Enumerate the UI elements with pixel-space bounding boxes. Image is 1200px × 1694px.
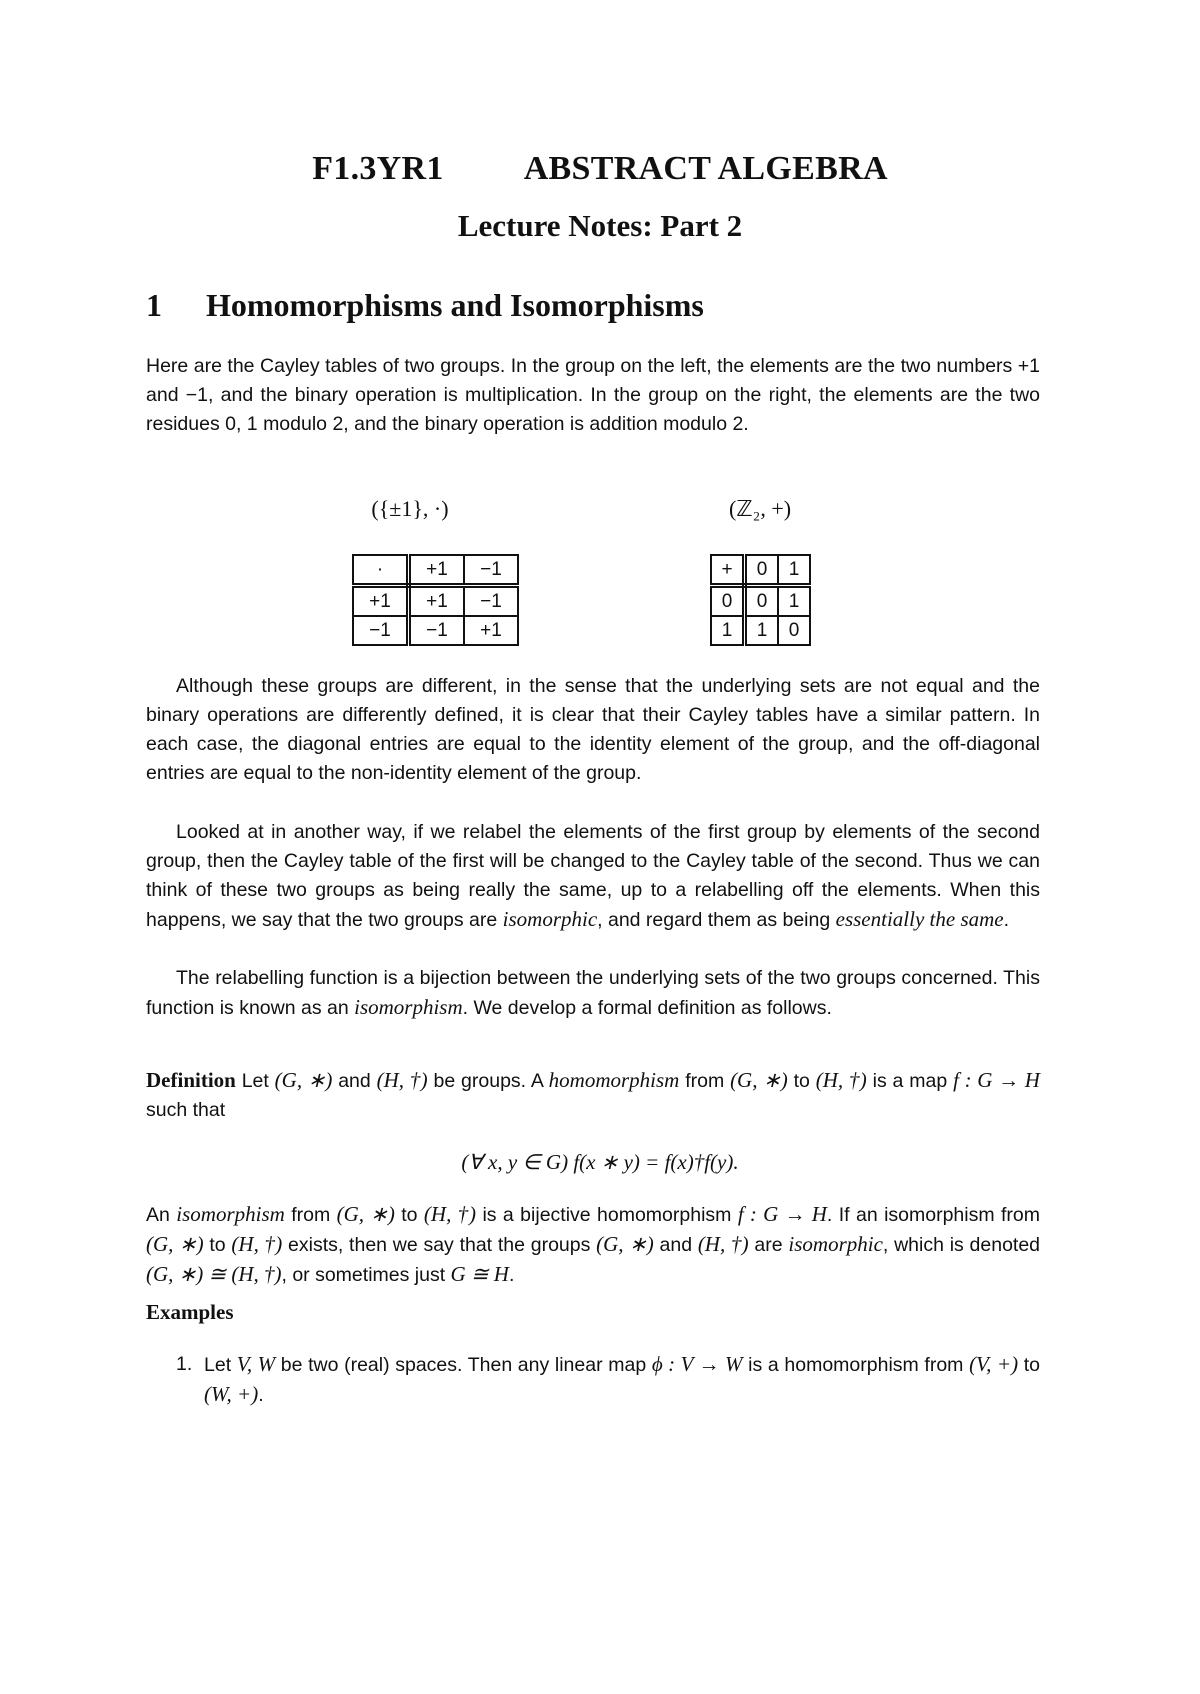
text-run: , and regard them as being (597, 909, 836, 931)
definition-heading: Definition (146, 1068, 236, 1092)
text-run: is a bijective homomorphism (476, 1204, 738, 1226)
emphasis-term: essentially the same (835, 907, 1004, 931)
emphasis-term: isomorphism (354, 995, 463, 1019)
text-run: Let (204, 1354, 237, 1376)
table-corner: · (353, 555, 409, 586)
table-cell: −1 (464, 586, 518, 617)
section-title: Homomorphisms and Isomorphisms (206, 287, 704, 323)
math-expression: f : G → H (737, 1202, 827, 1226)
math-expression: (V, +) (969, 1352, 1019, 1376)
table-row-label: 1 (711, 616, 745, 645)
section-number: 1 (146, 287, 162, 323)
intro-paragraph: Here are the Cayley tables of two groups. In the group on the left, the elements are the two numbers +1 and −1, and the binary operation is multiplication. In the group on the right, the elements are the two residues 0, 1 modulo 2, and the binary operation is addition modulo 2. (146, 355, 1040, 435)
text-run: be groups. A (427, 1070, 549, 1092)
list-item-text (176, 1350, 1040, 1410)
display-equation (0, 1150, 1200, 1175)
math-expression: (H, †) (815, 1068, 867, 1092)
math-expression: G ≅ H (450, 1262, 509, 1286)
math-expression: ϕ : V → W (651, 1352, 743, 1376)
emphasis-term: isomorphic (788, 1232, 883, 1256)
text-run: The relabelling function is a bijection between the underlying sets of the two groups concerned. This function is known as an (146, 967, 1040, 1019)
cayley-table-right (710, 554, 811, 646)
math-expression: (G, ∗) (274, 1068, 333, 1092)
table-cell: +1 (409, 586, 465, 617)
emphasis-term: homomorphism (548, 1068, 680, 1092)
table-cell: −1 (409, 616, 465, 645)
table-cell: 1 (745, 616, 779, 645)
text-run: An (146, 1204, 177, 1226)
isomorphism-paragraph (146, 1200, 1040, 1290)
math-expression: (G, ∗) (596, 1232, 654, 1256)
paragraph-comparison: Although these groups are different, in the sense that the underlying sets are not equal and the binary operations are differently defined, it is clear that their Cayley tables have a similar pattern. In each case, the diagonal entries are equal to the identity element of the group, and the off-diagonal entries are equal to the non-identity element of the group. (146, 675, 1040, 784)
math-expression: (∀ x, y ∈ G) f(x ∗ y) = f(x)†f(y). (461, 1150, 739, 1174)
math-expression: (G, ∗) (336, 1202, 395, 1226)
math-expression: (H, †) (376, 1068, 428, 1092)
table-cell: +1 (464, 616, 518, 645)
table-cell: 0 (745, 586, 779, 617)
math-expression: (G, ∗) (146, 1232, 204, 1256)
table-header-cell: +1 (409, 555, 465, 586)
table-row-label: 0 (711, 586, 745, 617)
examples-heading: Examples (146, 1300, 234, 1324)
text-run: is a map (866, 1070, 954, 1092)
course-code: F1.3YR1 (312, 150, 444, 187)
text-run: . (508, 1264, 515, 1286)
text-run: , which is denoted (882, 1234, 1041, 1256)
table-cell: 1 (778, 586, 810, 617)
math-expression: (H, †) (423, 1202, 477, 1226)
text-run: . (258, 1384, 264, 1406)
math-expression: V, W (236, 1352, 276, 1376)
list-item-number: 1. (176, 1353, 193, 1375)
emphasis-term: isomorphic (502, 907, 598, 931)
text-run: . We develop a formal definition as follows. (462, 997, 832, 1019)
text-run: . If an isomorphism from (826, 1204, 1040, 1226)
text-run: to (787, 1070, 816, 1092)
emphasis-term: isomorphism (176, 1202, 285, 1226)
text-run: is a homomorphism from (742, 1354, 970, 1376)
text-run: and (332, 1070, 377, 1092)
table-row-label: −1 (353, 616, 409, 645)
text-run: and (653, 1234, 698, 1256)
text-run: , or sometimes just (281, 1264, 451, 1286)
text-run: Let (235, 1070, 275, 1092)
math-expression: (G, ∗) ≅ (H, †) (146, 1262, 282, 1286)
table-corner: + (711, 555, 745, 586)
text-run: to (1018, 1354, 1040, 1376)
text-run: Looked at in another way, if we relabel the elements of the first group by elements of the second group, then the Cayley table of the first will be changed to the Cayley table of the second. Thus we can think of these two groups as being really the same, up to a relabelling off the elements. When this happens, we say that the two groups are (146, 821, 1040, 931)
definition-paragraph (146, 1066, 1040, 1125)
table-header-cell: 1 (778, 555, 810, 586)
document-title (0, 150, 1200, 188)
text-run: to (203, 1234, 232, 1256)
paragraph-relabel (146, 818, 1040, 935)
list-item (176, 1350, 1040, 1410)
text-run: be two (real) spaces. Then any linear map (275, 1354, 652, 1376)
text-run: to (394, 1204, 424, 1226)
math-expression: (H, †) (231, 1232, 283, 1256)
text-run: are (748, 1234, 789, 1256)
table-cell: 0 (778, 616, 810, 645)
text-run: . (1003, 909, 1010, 931)
paragraph-bijection (146, 964, 1040, 1023)
math-expression: f : G → H (953, 1068, 1040, 1092)
text-run: from (284, 1204, 337, 1226)
table-row-label: +1 (353, 586, 409, 617)
text-run: such that (146, 1099, 226, 1121)
text-run: from (679, 1070, 731, 1092)
table-caption-left: ({±1}, ·) (371, 496, 449, 521)
math-expression: (W, +) (204, 1382, 259, 1406)
course-title: ABSTRACT ALGEBRA (523, 150, 888, 187)
document-subtitle: Lecture Notes: Part 2 (457, 208, 743, 243)
table-header-cell: 0 (745, 555, 779, 586)
table-caption-right: (ℤ₂, +) (728, 496, 792, 521)
math-expression: (H, †) (697, 1232, 749, 1256)
text-run: exists, then we say that the groups (282, 1234, 597, 1256)
table-header-cell: −1 (464, 555, 518, 586)
cayley-table-left (352, 554, 519, 646)
math-expression: (G, ∗) (730, 1068, 788, 1092)
section-heading (146, 287, 704, 324)
